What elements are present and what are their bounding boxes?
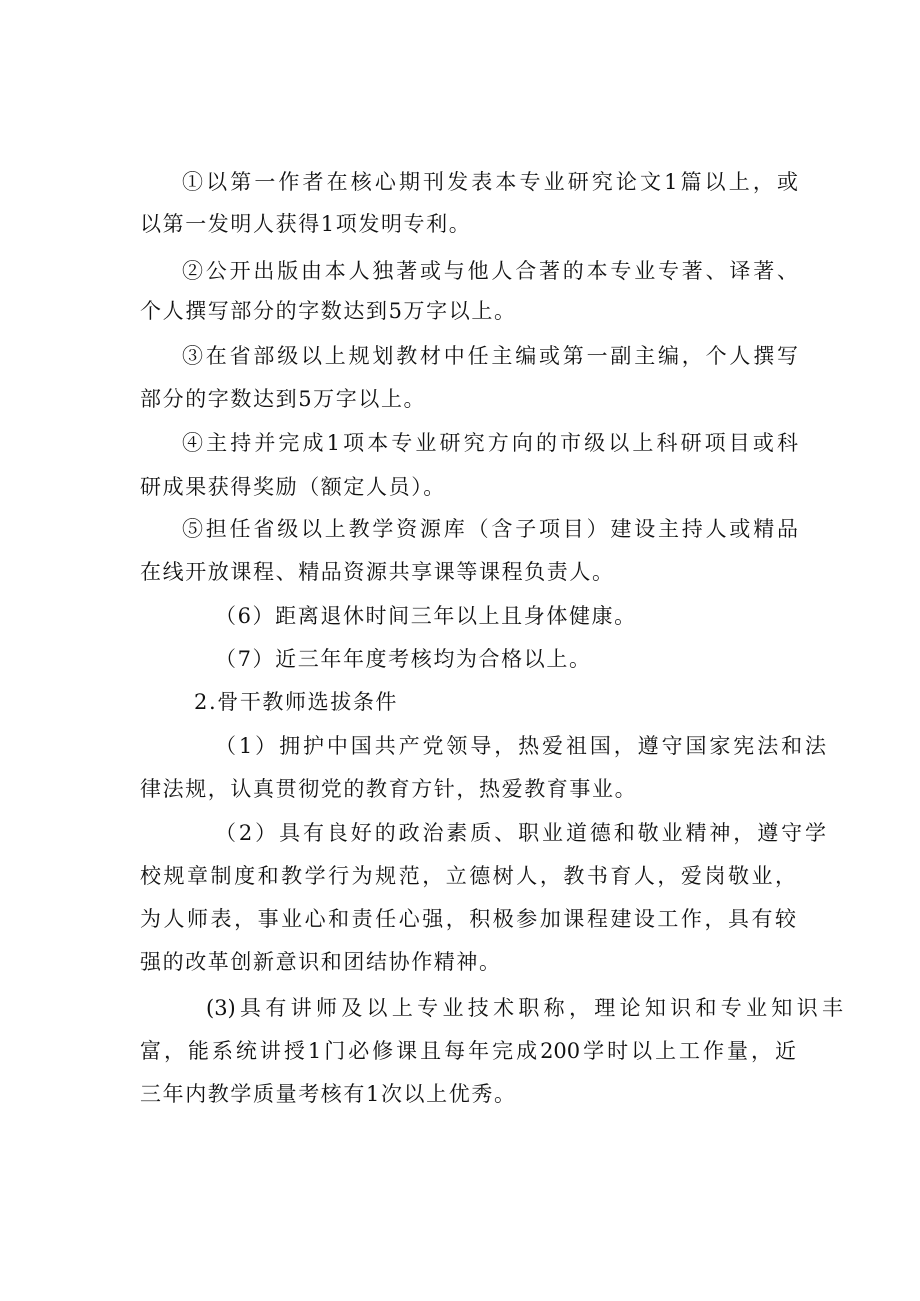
text-line-4: 个人撰写部分的字数达到5万字以上。 [140,299,517,323]
text-line-20: (3)具有讲师及以上专业技术职称，理论知识和专业知识丰 [206,996,843,1020]
text-line-14: （1）拥护中国共产党领导，热爱祖国，遵守国家宪法和法 [215,734,826,758]
text-line-12: （7）近三年年度考核均为合格以上。 [215,647,592,671]
text-line-18: 为人师表，事业心和责任心强，积极参加课程建设工作，具有较 [140,907,796,931]
text-line-7: ④主持并完成1项本专业研究方向的市级以上科研项目或科 [182,431,798,455]
text-line-16: （2）具有良好的政治素质、职业道德和敬业精神，遵守学 [215,821,826,845]
text-line-9: ⑤担任省级以上教学资源库（含子项目）建设主持人或精品 [182,517,798,541]
text-line-1: ①以第一作者在核心期刊发表本专业研究论文1篇以上，或 [182,170,798,194]
text-line-8: 研成果获得奖励（额定人员）。 [140,475,446,499]
text-line-10: 在线开放课程、精品资源共享课等课程负责人。 [140,560,615,584]
text-line-15: 律法规，认真贯彻党的教育方针，热爱教育事业。 [140,777,638,801]
section-heading: 2.骨干教师选拔条件 [194,690,399,714]
text-line-17: 校规章制度和教学行为规范，立德树人，教书育人，爱岗敬业， [140,864,796,888]
text-line-2: 以第一发明人获得1项发明专利。 [140,212,472,236]
text-line-21: 富，能系统讲授1门必修课且每年完成200学时以上工作量，近 [140,1039,796,1063]
text-line-19: 强的改革创新意识和团结协作精神。 [140,950,502,974]
text-line-22: 三年内教学质量考核有1次以上优秀。 [140,1082,517,1106]
text-line-3: ②公开出版由本人独著或与他人合著的本专业专著、译著、 [182,259,798,283]
text-line-6: 部分的字数达到5万字以上。 [140,387,427,411]
text-line-11: （6）距离退休时间三年以上且身体健康。 [215,604,637,628]
text-line-5: ③在省部级以上规划教材中任主编或第一副主编，个人撰写 [182,344,798,368]
